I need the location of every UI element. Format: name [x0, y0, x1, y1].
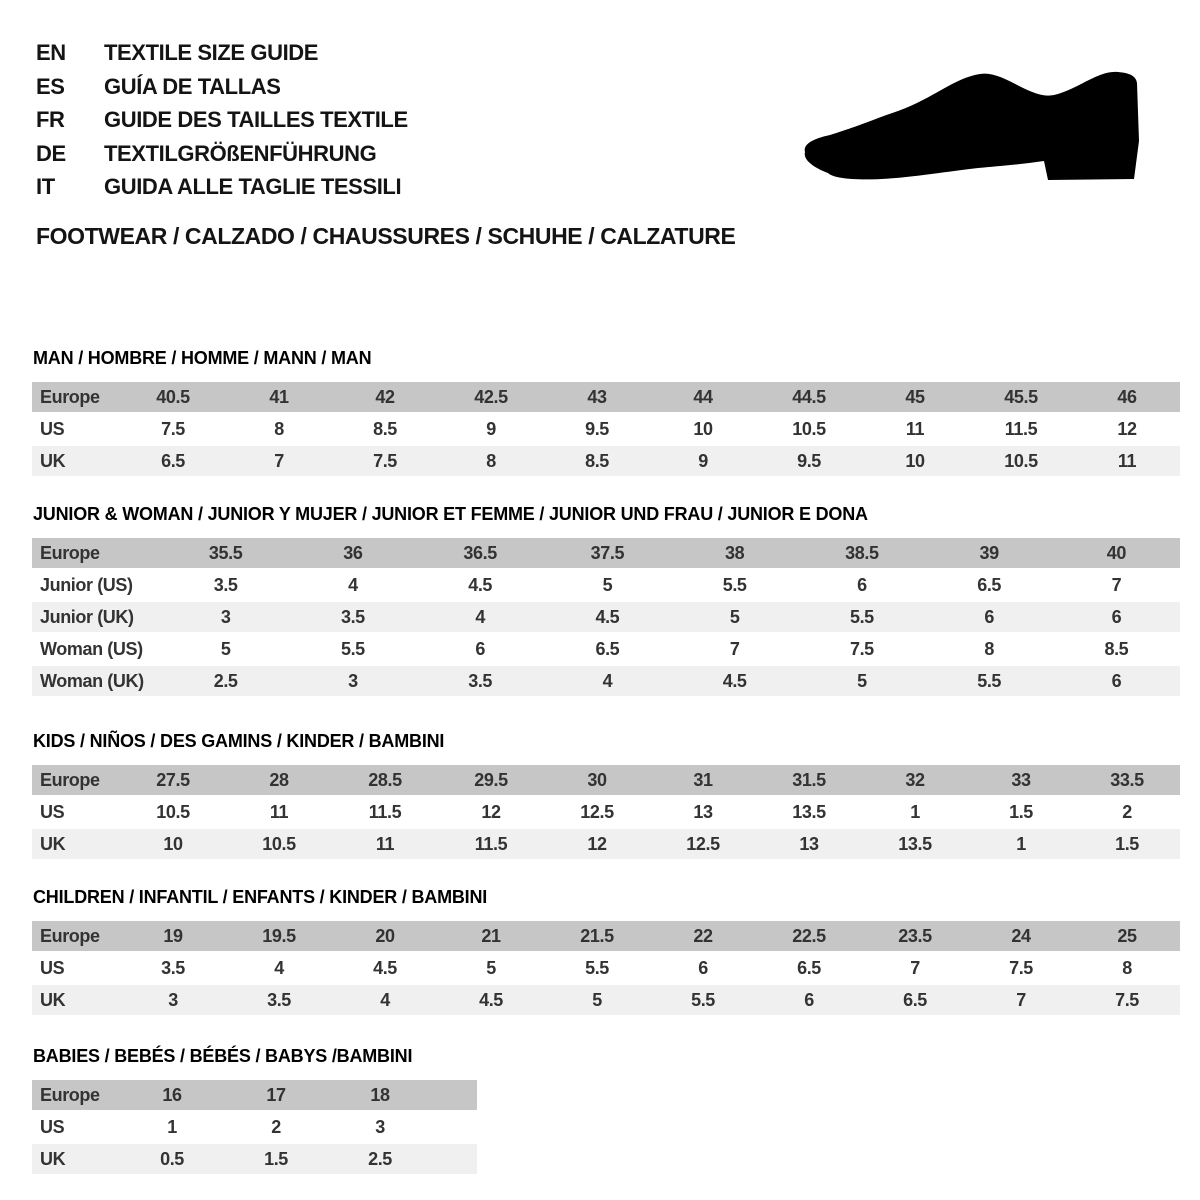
table-row	[32, 446, 1180, 476]
table-row	[32, 829, 1180, 859]
size-cell: 24	[1011, 925, 1031, 946]
size-cell: 8	[486, 450, 496, 471]
row-label: Europe	[40, 925, 100, 946]
size-cell: 9	[698, 450, 708, 471]
size-cell: 20	[375, 925, 395, 946]
size-cell: 7	[1016, 989, 1026, 1010]
size-cell: 10.5	[262, 833, 296, 854]
size-cell: 3	[220, 606, 231, 627]
language-row	[36, 70, 408, 104]
size-cell: 9	[486, 418, 496, 439]
size-cell: 13	[799, 833, 819, 854]
row-label: UK	[40, 450, 66, 471]
size-cell: 4	[380, 989, 390, 1010]
row-label: UK	[40, 1148, 66, 1169]
size-cell: 3.5	[468, 670, 493, 691]
row-label: Woman (US)	[40, 638, 143, 659]
table-row	[32, 538, 1180, 568]
size-cell: 3.5	[213, 574, 238, 595]
size-cell: 4	[274, 957, 284, 978]
table-row	[32, 634, 1180, 664]
size-cell: 18	[370, 1084, 390, 1105]
size-cell: 10	[905, 450, 925, 471]
size-cell: 45	[905, 386, 925, 407]
row-label: Woman (UK)	[40, 670, 144, 691]
size-cell: 6.5	[595, 638, 620, 659]
size-cell: 4.5	[722, 670, 747, 691]
size-table	[32, 382, 1180, 476]
table-row	[32, 1112, 477, 1142]
size-cell: 6	[1111, 670, 1122, 691]
size-cell: 42	[375, 386, 395, 407]
size-cell: 6	[698, 957, 708, 978]
size-cell: 7.5	[1115, 989, 1139, 1010]
size-cell: 4.5	[479, 989, 503, 1010]
size-cell: 9.5	[797, 450, 821, 471]
size-cell: 45.5	[1004, 386, 1038, 407]
size-cell: 28	[269, 769, 289, 790]
size-cell: 8.5	[373, 418, 397, 439]
size-cell: 44	[693, 386, 713, 407]
size-cell: 6	[475, 638, 485, 659]
size-cell: 10.5	[1004, 450, 1038, 471]
size-cell: 11.5	[368, 801, 402, 822]
size-cell: 4	[348, 574, 358, 595]
table-row	[32, 382, 1180, 412]
size-cell: 3	[348, 670, 358, 691]
size-table-section-children	[32, 887, 1180, 1017]
size-cell: 31	[693, 769, 713, 790]
size-cell: 1	[1016, 833, 1026, 854]
size-cell: 11.5	[474, 833, 508, 854]
size-cell: 7.5	[373, 450, 397, 471]
size-cell: 1	[910, 801, 920, 822]
shoe-silhouette-icon	[802, 66, 1142, 188]
language-title: TEXTILGRÖßENFÜHRUNG	[104, 140, 377, 166]
size-cell: 39	[979, 542, 999, 563]
size-table	[32, 921, 1180, 1015]
size-cell: 10.5	[792, 418, 826, 439]
size-cell: 35.5	[208, 542, 243, 563]
size-cell: 1.5	[264, 1148, 288, 1169]
size-cell: 12	[587, 833, 607, 854]
size-cell: 7	[729, 638, 740, 659]
size-cell: 42.5	[474, 386, 508, 407]
size-cell: 30	[587, 769, 607, 790]
language-row	[36, 103, 408, 137]
size-cell: 36	[343, 542, 363, 563]
size-cell: 5	[729, 606, 740, 627]
table-row	[32, 953, 1180, 983]
size-cell: 10	[163, 833, 183, 854]
size-cell: 38	[725, 542, 745, 563]
size-cell: 12.5	[686, 833, 720, 854]
size-cell: 4.5	[468, 574, 493, 595]
size-table	[32, 1080, 477, 1174]
footwear-category-heading: FOOTWEAR / CALZADO / CHAUSSURES / SCHUHE / CALZATURE	[36, 223, 736, 249]
size-cell: 5.5	[585, 957, 609, 978]
size-cell: 5	[857, 670, 867, 691]
size-cell: 13.5	[898, 833, 932, 854]
size-cell: 19.5	[262, 925, 296, 946]
size-cell: 6.5	[161, 450, 185, 471]
size-cell: 11	[905, 418, 925, 439]
row-label: UK	[40, 989, 66, 1010]
size-table-title: JUNIOR & WOMAN / JUNIOR Y MUJER / JUNIOR ET FEMME / JUNIOR UND FRAU / JUNIOR E DONA	[33, 504, 868, 524]
size-cell: 44.5	[792, 386, 826, 407]
language-row	[36, 137, 408, 171]
table-row	[32, 921, 1180, 951]
size-cell: 11.5	[1004, 418, 1038, 439]
size-cell: 12	[1117, 418, 1137, 439]
size-cell: 40	[1106, 542, 1126, 563]
language-row	[36, 36, 408, 70]
size-cell: 21	[481, 925, 501, 946]
size-cell: 5	[592, 989, 602, 1010]
size-cell: 41	[269, 386, 289, 407]
size-cell: 7.5	[161, 418, 185, 439]
language-title: TEXTILE SIZE GUIDE	[104, 40, 319, 65]
size-cell: 10.5	[156, 801, 190, 822]
size-table-section-babies	[32, 1046, 477, 1176]
size-cell: 6	[804, 989, 814, 1010]
language-title: GUIDE DES TAILLES TEXTILE	[104, 107, 408, 132]
size-cell: 36.5	[463, 542, 497, 563]
table-row	[32, 666, 1180, 696]
language-code: FR	[36, 107, 65, 132]
row-label: UK	[40, 833, 66, 854]
language-title: GUÍA DE TALLAS	[104, 73, 281, 99]
size-cell: 32	[905, 769, 925, 790]
size-cell: 5.5	[340, 638, 365, 659]
size-cell: 10	[693, 418, 713, 439]
size-cell: 3	[168, 989, 178, 1010]
size-table-title: CHILDREN / INFANTIL / ENFANTS / KINDER / BAMBINI	[33, 887, 488, 907]
size-cell: 4.5	[595, 606, 620, 627]
language-title-block	[36, 36, 408, 204]
size-table-title: BABIES / BEBÉS / BÉBÉS / BABYS /BAMBINI	[33, 1046, 413, 1066]
size-cell: 8	[984, 638, 994, 659]
size-cell: 3	[375, 1116, 385, 1137]
size-cell: 5	[486, 957, 496, 978]
language-row	[36, 170, 408, 204]
size-cell: 27.5	[156, 769, 190, 790]
row-label: US	[40, 801, 65, 822]
size-cell: 22	[693, 925, 713, 946]
size-cell: 25	[1117, 925, 1137, 946]
size-cell: 6	[857, 574, 867, 595]
row-label: Junior (UK)	[40, 606, 134, 627]
size-cell: 40.5	[156, 386, 190, 407]
size-table	[32, 538, 1180, 696]
language-code: IT	[36, 174, 55, 199]
size-cell: 12	[481, 801, 501, 822]
size-cell: 17	[266, 1084, 286, 1105]
size-cell: 5.5	[977, 670, 1002, 691]
size-cell: 7	[274, 450, 284, 471]
size-table-section-junior-woman	[32, 504, 1180, 698]
size-table-title: MAN / HOMBRE / HOMME / MANN / MAN	[33, 348, 372, 368]
language-code: EN	[36, 40, 66, 65]
size-table-section-kids	[32, 731, 1180, 861]
size-cell: 1.5	[1115, 833, 1139, 854]
size-cell: 33.5	[1110, 769, 1144, 790]
size-cell: 9.5	[585, 418, 609, 439]
row-label: Europe	[40, 769, 100, 790]
size-cell: 7	[910, 957, 920, 978]
size-cell: 29.5	[474, 769, 508, 790]
size-cell: 1	[167, 1116, 177, 1137]
size-cell: 2	[271, 1116, 281, 1137]
table-row	[32, 1080, 477, 1110]
size-table-section-man	[32, 348, 1180, 478]
size-cell: 6.5	[977, 574, 1002, 595]
size-cell: 5	[220, 638, 231, 659]
size-cell: 5.5	[691, 989, 715, 1010]
size-cell: 37.5	[590, 542, 625, 563]
size-cell: 7.5	[1009, 957, 1033, 978]
size-cell: 13.5	[792, 801, 826, 822]
row-label: US	[40, 957, 65, 978]
size-cell: 3.5	[340, 606, 365, 627]
size-cell: 3.5	[267, 989, 291, 1010]
size-cell: 38.5	[845, 542, 879, 563]
size-cell: 6	[984, 606, 994, 627]
size-cell: 33	[1011, 769, 1031, 790]
language-code: ES	[36, 73, 65, 99]
size-cell: 12.5	[580, 801, 614, 822]
size-cell: 7.5	[849, 638, 874, 659]
size-cell: 13	[693, 801, 713, 822]
size-cell: 5	[602, 574, 613, 595]
size-cell: 7	[1111, 574, 1122, 595]
size-cell: 8	[1122, 957, 1132, 978]
table-row	[32, 765, 1180, 795]
size-cell: 2.5	[213, 670, 238, 691]
size-cell: 23.5	[898, 925, 932, 946]
row-label: Europe	[40, 386, 100, 407]
size-cell: 4.5	[373, 957, 397, 978]
size-cell: 8.5	[585, 450, 609, 471]
size-cell: 6.5	[797, 957, 821, 978]
size-cell: 4	[602, 670, 613, 691]
size-cell: 46	[1117, 386, 1137, 407]
size-cell: 3.5	[161, 957, 185, 978]
table-row	[32, 602, 1180, 632]
table-row	[32, 414, 1180, 444]
size-cell: 8	[274, 418, 284, 439]
size-cell: 5.5	[722, 574, 747, 595]
size-cell: 0.5	[160, 1148, 184, 1169]
size-cell: 2	[1122, 801, 1132, 822]
size-cell: 16	[162, 1084, 182, 1105]
size-cell: 28.5	[368, 769, 402, 790]
language-title: GUIDA ALLE TAGLIE TESSILI	[104, 174, 402, 199]
size-table-title: KIDS / NIÑOS / DES GAMINS / KINDER / BAMBINI	[33, 731, 445, 751]
table-row	[32, 570, 1180, 600]
size-cell: 8.5	[1104, 638, 1129, 659]
table-row	[32, 1144, 477, 1174]
row-label: Junior (US)	[40, 574, 133, 595]
row-label: US	[40, 1116, 65, 1137]
size-cell: 6	[1111, 606, 1122, 627]
size-cell: 11	[375, 833, 395, 854]
size-cell: 4	[475, 606, 485, 627]
table-row	[32, 985, 1180, 1015]
size-cell: 21.5	[580, 925, 614, 946]
size-cell: 5.5	[849, 606, 874, 627]
row-label: US	[40, 418, 65, 439]
size-cell: 2.5	[368, 1148, 392, 1169]
table-row	[32, 797, 1180, 827]
size-cell: 43	[587, 386, 607, 407]
language-code: DE	[36, 140, 66, 166]
size-cell: 31.5	[792, 769, 826, 790]
size-cell: 22.5	[792, 925, 826, 946]
size-cell: 11	[1117, 450, 1137, 471]
size-table	[32, 765, 1180, 859]
size-cell: 6.5	[903, 989, 927, 1010]
size-cell: 11	[269, 801, 289, 822]
row-label: Europe	[40, 1084, 100, 1105]
row-label: Europe	[40, 542, 100, 563]
size-cell: 1.5	[1009, 801, 1033, 822]
size-cell: 19	[163, 925, 183, 946]
